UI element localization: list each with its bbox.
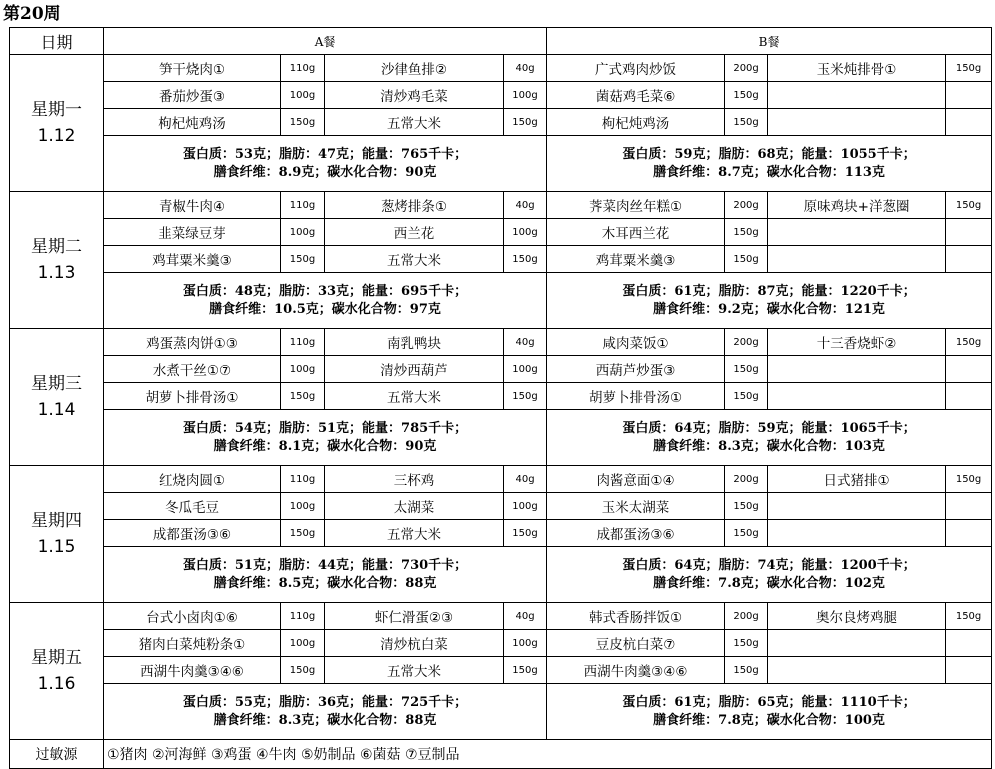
a-dish-weight: 150g — [281, 383, 325, 410]
nutrition-line: 蛋白质：55克；脂肪：36克；能量：725千卡； — [182, 694, 468, 710]
nutrition-line: 蛋白质：59克；脂肪：68克；能量：1055千卡； — [622, 146, 916, 162]
b-dish — [768, 657, 946, 684]
nutrition-line: 蛋白质：64克；脂肪：59克；能量：1065千卡； — [622, 420, 916, 436]
b-dish: 咸肉菜饭① — [547, 329, 725, 356]
nutrition-line: 蛋白质：64克；脂肪：74克；能量：1200千卡； — [622, 557, 916, 573]
b-dish-weight — [946, 520, 992, 547]
b-dish: 木耳西兰花 — [547, 219, 725, 246]
b-dish-weight: 200g — [725, 329, 768, 356]
dish-row — [10, 383, 992, 410]
allergen-label: 过敏源 — [10, 740, 104, 769]
day-date: 1.12 — [37, 126, 76, 146]
a-dish-weight: 40g — [504, 329, 547, 356]
nutrition-line: 蛋白质：61克；脂肪：87克；能量：1220千卡； — [622, 283, 916, 299]
a-dish: 葱烤排条① — [325, 192, 504, 219]
a-dish-weight: 100g — [504, 356, 547, 383]
a-dish: 五常大米 — [325, 657, 504, 684]
a-dish-weight: 40g — [504, 192, 547, 219]
a-dish-weight: 110g — [281, 466, 325, 493]
dish-row — [10, 55, 992, 82]
b-dish-weight: 150g — [725, 219, 768, 246]
a-dish: 胡萝卜排骨汤① — [104, 383, 281, 410]
a-dish-weight: 110g — [281, 329, 325, 356]
header-row — [10, 28, 992, 55]
b-dish: 原味鸡块+洋葱圈 — [768, 192, 946, 219]
b-dish — [768, 109, 946, 136]
a-dish: 虾仁滑蛋②③ — [325, 603, 504, 630]
day-cell — [10, 466, 104, 603]
a-dish: 清炒西葫芦 — [325, 356, 504, 383]
dish-row — [10, 466, 992, 493]
b-dish-weight — [946, 219, 992, 246]
a-dish-weight: 100g — [504, 493, 547, 520]
a-dish-weight: 150g — [281, 109, 325, 136]
b-dish-weight: 150g — [725, 493, 768, 520]
nutrition-line: 蛋白质：61克；脂肪：65克；能量：1110千卡； — [622, 694, 916, 710]
b-dish — [768, 383, 946, 410]
nutrition-line: 蛋白质：54克；脂肪：51克；能量：785千卡； — [182, 420, 468, 436]
b-dish-weight: 200g — [725, 466, 768, 493]
b-dish-weight: 150g — [725, 82, 768, 109]
day-cell — [10, 55, 104, 192]
b-dish-weight — [946, 630, 992, 657]
b-dish-weight: 150g — [946, 192, 992, 219]
b-dish: 奥尔良烤鸡腿 — [768, 603, 946, 630]
a-dish: 西兰花 — [325, 219, 504, 246]
a-dish-weight: 100g — [281, 630, 325, 657]
a-nutrition — [104, 136, 547, 192]
nutrition-line: 膳食纤维：8.5克；碳水化合物：88克 — [213, 575, 437, 591]
b-dish-weight: 150g — [725, 246, 768, 273]
a-dish-weight: 110g — [281, 55, 325, 82]
dish-row — [10, 657, 992, 684]
b-dish — [768, 219, 946, 246]
day-name: 星期一 — [31, 100, 82, 120]
meal-b-header: B餐 — [547, 28, 992, 55]
a-dish-weight: 150g — [281, 657, 325, 684]
b-dish: 菌菇鸡毛菜⑥ — [547, 82, 725, 109]
meal-a-header: A餐 — [104, 28, 547, 55]
b-dish-weight — [946, 356, 992, 383]
nutrition-line: 蛋白质：53克；脂肪：47克；能量：765千卡； — [182, 146, 468, 162]
a-dish: 三杯鸡 — [325, 466, 504, 493]
b-dish-weight: 150g — [725, 109, 768, 136]
dish-row — [10, 520, 992, 547]
a-dish-weight: 110g — [281, 603, 325, 630]
a-dish-weight: 100g — [504, 82, 547, 109]
day-cell — [10, 603, 104, 740]
b-dish: 玉米炖排骨① — [768, 55, 946, 82]
day-date: 1.14 — [37, 400, 76, 420]
a-dish-weight: 150g — [504, 246, 547, 273]
b-dish-weight: 150g — [725, 356, 768, 383]
b-nutrition — [547, 684, 992, 740]
a-dish: 红烧肉圆① — [104, 466, 281, 493]
b-dish-weight: 200g — [725, 55, 768, 82]
b-dish: 成都蛋汤③⑥ — [547, 520, 725, 547]
b-dish: 韩式香肠拌饭① — [547, 603, 725, 630]
b-dish: 西葫芦炒蛋③ — [547, 356, 725, 383]
a-dish-weight: 40g — [504, 55, 547, 82]
dish-row — [10, 603, 992, 630]
dish-row — [10, 82, 992, 109]
a-dish-weight: 110g — [281, 192, 325, 219]
a-nutrition — [104, 410, 547, 466]
b-dish — [768, 630, 946, 657]
a-dish-weight: 150g — [504, 520, 547, 547]
nutrition-row — [10, 684, 992, 740]
day-name: 星期五 — [31, 648, 82, 668]
a-dish-weight: 100g — [281, 219, 325, 246]
a-dish: 西湖牛肉羹③④⑥ — [104, 657, 281, 684]
b-dish — [768, 246, 946, 273]
allergen-row — [10, 740, 992, 769]
day-name: 星期四 — [31, 511, 82, 531]
b-dish: 西湖牛肉羹③④⑥ — [547, 657, 725, 684]
nutrition-line: 膳食纤维：8.9克；碳水化合物：90克 — [213, 164, 437, 180]
a-dish: 韭菜绿豆芽 — [104, 219, 281, 246]
nutrition-row — [10, 410, 992, 466]
dish-row — [10, 109, 992, 136]
day-cell — [10, 329, 104, 466]
dish-row — [10, 630, 992, 657]
a-dish: 五常大米 — [325, 109, 504, 136]
b-dish-weight — [946, 383, 992, 410]
b-dish-weight — [946, 82, 992, 109]
nutrition-line: 蛋白质：51克；脂肪：44克；能量：730千卡； — [182, 557, 468, 573]
b-dish-weight: 150g — [946, 603, 992, 630]
menu-table — [9, 27, 992, 769]
a-dish: 五常大米 — [325, 246, 504, 273]
a-dish: 太湖菜 — [325, 493, 504, 520]
b-nutrition — [547, 547, 992, 603]
b-dish: 玉米太湖菜 — [547, 493, 725, 520]
nutrition-row — [10, 136, 992, 192]
nutrition-line: 膳食纤维：8.1克；碳水化合物：90克 — [213, 438, 437, 454]
b-dish-weight: 150g — [725, 383, 768, 410]
a-dish: 猪肉白菜炖粉条① — [104, 630, 281, 657]
nutrition-line: 膳食纤维：8.7克；碳水化合物：113克 — [653, 164, 885, 180]
a-dish-weight: 100g — [281, 493, 325, 520]
a-dish-weight: 150g — [504, 383, 547, 410]
b-dish-weight: 150g — [946, 466, 992, 493]
a-dish-weight: 150g — [281, 246, 325, 273]
dish-row — [10, 246, 992, 273]
dish-row — [10, 192, 992, 219]
b-nutrition — [547, 136, 992, 192]
b-dish-weight — [946, 109, 992, 136]
b-dish-weight — [946, 246, 992, 273]
b-dish: 广式鸡肉炒饭 — [547, 55, 725, 82]
b-dish: 日式猪排① — [768, 466, 946, 493]
nutrition-line: 膳食纤维：10.5克；碳水化合物：97克 — [209, 301, 441, 317]
day-cell — [10, 192, 104, 329]
b-dish-weight: 150g — [946, 329, 992, 356]
day-date: 1.13 — [37, 263, 76, 283]
a-dish-weight: 100g — [281, 82, 325, 109]
dish-row — [10, 329, 992, 356]
a-dish: 沙律鱼排② — [325, 55, 504, 82]
dish-row — [10, 356, 992, 383]
dish-row — [10, 493, 992, 520]
a-nutrition — [104, 273, 547, 329]
nutrition-line: 膳食纤维：8.3克；碳水化合物：88克 — [213, 712, 437, 728]
b-dish-weight: 150g — [946, 55, 992, 82]
nutrition-row — [10, 547, 992, 603]
b-dish-weight: 200g — [725, 603, 768, 630]
b-dish-weight: 200g — [725, 192, 768, 219]
a-dish-weight: 100g — [281, 356, 325, 383]
a-dish-weight: 100g — [504, 219, 547, 246]
a-dish: 五常大米 — [325, 520, 504, 547]
b-nutrition — [547, 410, 992, 466]
a-dish: 冬瓜毛豆 — [104, 493, 281, 520]
b-dish: 胡萝卜排骨汤① — [547, 383, 725, 410]
b-dish — [768, 82, 946, 109]
a-dish: 清炒杭白菜 — [325, 630, 504, 657]
a-dish: 鸡茸粟米羹③ — [104, 246, 281, 273]
b-dish-weight — [946, 493, 992, 520]
b-dish — [768, 356, 946, 383]
a-dish: 笋干烧肉① — [104, 55, 281, 82]
date-column-header: 日期 — [10, 28, 104, 55]
allergen-legend: ①猪肉 ②河海鲜 ③鸡蛋 ④牛肉 ⑤奶制品 ⑥菌菇 ⑦豆制品 — [104, 740, 992, 769]
b-dish: 豆皮杭白菜⑦ — [547, 630, 725, 657]
a-dish-weight: 100g — [504, 630, 547, 657]
a-dish: 南乳鸭块 — [325, 329, 504, 356]
day-name: 星期三 — [31, 374, 82, 394]
nutrition-line: 膳食纤维：8.3克；碳水化合物：103克 — [653, 438, 885, 454]
day-date: 1.15 — [37, 537, 76, 557]
b-dish — [768, 520, 946, 547]
b-dish-weight — [946, 657, 992, 684]
nutrition-line: 膳食纤维：7.8克；碳水化合物：100克 — [653, 712, 885, 728]
a-dish: 五常大米 — [325, 383, 504, 410]
a-dish: 青椒牛肉④ — [104, 192, 281, 219]
a-dish: 成都蛋汤③⑥ — [104, 520, 281, 547]
a-dish-weight: 150g — [504, 109, 547, 136]
b-dish — [768, 493, 946, 520]
nutrition-line: 蛋白质：48克；脂肪：33克；能量：695千卡； — [182, 283, 468, 299]
a-dish-weight: 40g — [504, 466, 547, 493]
week-title: 第20周 — [3, 4, 61, 24]
nutrition-row — [10, 273, 992, 329]
b-dish: 枸杞炖鸡汤 — [547, 109, 725, 136]
a-dish: 枸杞炖鸡汤 — [104, 109, 281, 136]
b-dish: 十三香烧虾② — [768, 329, 946, 356]
b-dish: 鸡茸粟米羹③ — [547, 246, 725, 273]
a-nutrition — [104, 684, 547, 740]
a-dish-weight: 150g — [504, 657, 547, 684]
b-dish-weight: 150g — [725, 630, 768, 657]
a-dish: 台式小卤肉①⑥ — [104, 603, 281, 630]
nutrition-line: 膳食纤维：7.8克；碳水化合物：102克 — [653, 575, 885, 591]
b-dish-weight: 150g — [725, 657, 768, 684]
b-dish: 荠菜肉丝年糕① — [547, 192, 725, 219]
a-dish-weight: 40g — [504, 603, 547, 630]
b-nutrition — [547, 273, 992, 329]
a-dish-weight: 150g — [281, 520, 325, 547]
b-dish: 肉酱意面①④ — [547, 466, 725, 493]
nutrition-line: 膳食纤维：9.2克；碳水化合物：121克 — [653, 301, 885, 317]
a-nutrition — [104, 547, 547, 603]
day-date: 1.16 — [37, 674, 76, 694]
a-dish: 番茄炒蛋③ — [104, 82, 281, 109]
b-dish-weight: 150g — [725, 520, 768, 547]
a-dish: 清炒鸡毛菜 — [325, 82, 504, 109]
day-name: 星期二 — [31, 237, 82, 257]
a-dish: 水煮干丝①⑦ — [104, 356, 281, 383]
a-dish: 鸡蛋蒸肉饼①③ — [104, 329, 281, 356]
dish-row — [10, 219, 992, 246]
